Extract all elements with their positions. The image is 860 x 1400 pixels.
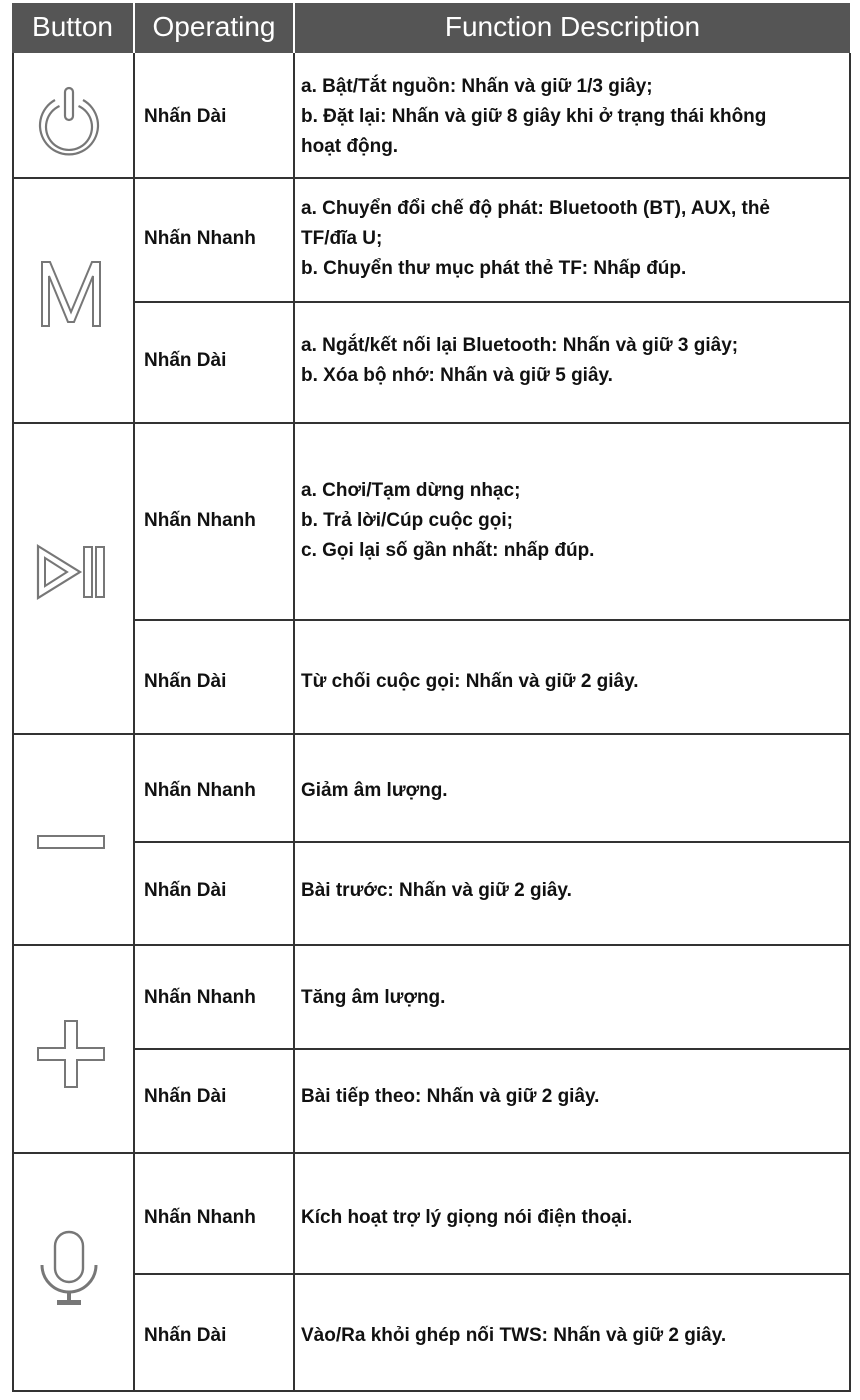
operation-label: Nhấn Dài: [144, 1325, 227, 1346]
play-pause-icon: [36, 544, 108, 600]
row-divider: [133, 301, 851, 303]
function-description: [301, 476, 857, 566]
description-line: Vào/Ra khỏi ghép nối TWS: Nhấn và giữ 2 giây.: [301, 1325, 727, 1346]
table-border-bottom: [12, 1390, 851, 1392]
row-divider: [133, 1048, 851, 1050]
function-description: [301, 1321, 857, 1351]
plus-icon: [36, 1019, 106, 1089]
row-divider: [133, 841, 851, 843]
description-line: Bài tiếp theo: Nhấn và giữ 2 giây.: [301, 1086, 600, 1107]
group-divider: [12, 733, 851, 735]
description-line: TF/đĩa U;: [301, 228, 383, 249]
description-line: b. Xóa bộ nhớ: Nhấn và giữ 5 giây.: [301, 365, 613, 386]
operation-label: Nhấn Dài: [144, 1086, 227, 1107]
operation-label: Nhấn Dài: [144, 671, 227, 692]
function-description: [301, 983, 857, 1013]
function-description: [301, 72, 857, 162]
operation-label: Nhấn Nhanh: [144, 510, 256, 531]
operation-label: Nhấn Dài: [144, 350, 227, 371]
description-line: Kích hoạt trợ lý giọng nói điện thoại.: [301, 1207, 633, 1228]
function-description: [301, 876, 857, 906]
description-line: Tăng âm lượng.: [301, 987, 446, 1008]
function-description: [301, 194, 857, 284]
description-line: a. Bật/Tắt nguồn: Nhấn và giữ 1/3 giây;: [301, 76, 653, 97]
description-line: hoạt động.: [301, 136, 399, 157]
description-line: a. Chuyển đổi chế độ phát: Bluetooth (BT), AUX, thẻ: [301, 198, 770, 219]
function-description: [301, 667, 857, 697]
function-description: [301, 331, 857, 391]
description-line: Bài trước: Nhấn và giữ 2 giây.: [301, 880, 572, 901]
microphone-icon: [38, 1229, 100, 1309]
operation-label: Nhấn Nhanh: [144, 1207, 256, 1228]
minus-icon: [36, 833, 106, 851]
table-header: [12, 3, 850, 53]
operation-label: Nhấn Dài: [144, 106, 227, 127]
group-divider: [12, 422, 851, 424]
row-divider: [133, 619, 851, 621]
operation-label: Nhấn Nhanh: [144, 228, 256, 249]
column-divider: [133, 53, 135, 1392]
description-line: Giảm âm lượng.: [301, 780, 448, 801]
header-button: Button: [32, 11, 113, 42]
function-description: [301, 1082, 857, 1112]
mode-m-icon: [40, 260, 102, 328]
function-description: [301, 776, 857, 806]
operation-label: Nhấn Nhanh: [144, 987, 256, 1008]
function-description: [301, 1203, 857, 1233]
description-line: b. Đặt lại: Nhấn và giữ 8 giây khi ở trạng thái không: [301, 106, 767, 127]
header-operating: Operating: [152, 11, 276, 42]
row-divider: [133, 1273, 851, 1275]
group-divider: [12, 1152, 851, 1154]
power-icon: [33, 84, 105, 156]
description-line: Từ chối cuộc gọi: Nhấn và giữ 2 giây.: [301, 671, 639, 692]
description-line: a. Ngắt/kết nối lại Bluetooth: Nhấn và giữ 3 giây;: [301, 335, 739, 356]
operation-label: Nhấn Nhanh: [144, 780, 256, 801]
table-border-left: [12, 53, 14, 1392]
description-line: c. Gọi lại số gần nhất: nhấp đúp.: [301, 540, 595, 561]
column-divider: [293, 53, 295, 1392]
group-divider: [12, 177, 851, 179]
description-line: b. Trả lời/Cúp cuộc gọi;: [301, 510, 513, 531]
group-divider: [12, 944, 851, 946]
description-line: a. Chơi/Tạm dừng nhạc;: [301, 480, 521, 501]
description-line: b. Chuyển thư mục phát thẻ TF: Nhấp đúp.: [301, 258, 687, 279]
header-function-description: Function Description: [444, 11, 701, 42]
operation-label: Nhấn Dài: [144, 880, 227, 901]
